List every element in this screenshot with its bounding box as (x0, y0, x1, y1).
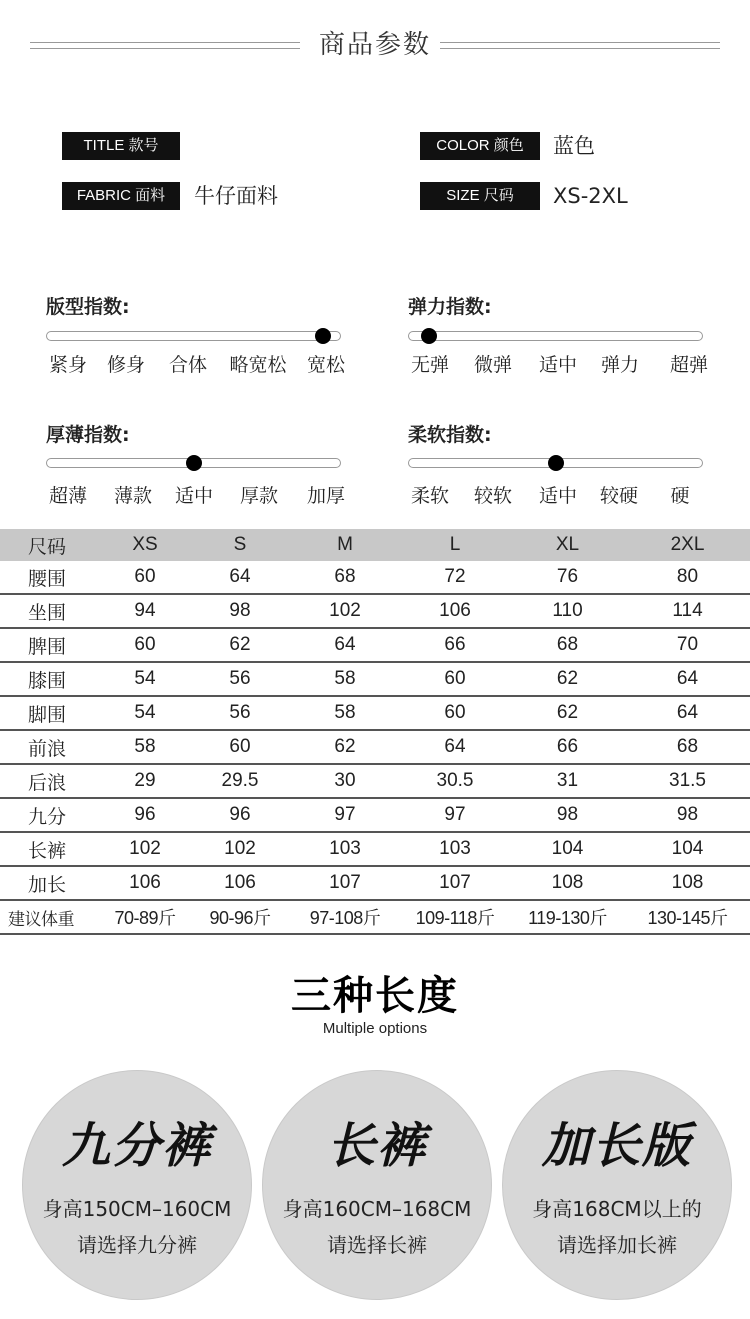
table-row (0, 798, 750, 832)
size-table-header (0, 529, 750, 561)
index-scale-label: 略宽松 (229, 354, 287, 376)
row-label: 九分 (28, 805, 67, 828)
option-height: 身高160CM–168CM (282, 1197, 472, 1221)
index-knob (548, 455, 564, 471)
color-value: 蓝色 (553, 134, 595, 158)
row-label: 脾围 (28, 635, 67, 658)
table-cell: 30 (334, 770, 356, 791)
table-cell: 96 (229, 804, 251, 825)
index-scale-label: 合体 (168, 354, 208, 376)
table-cell: 98 (676, 804, 699, 825)
index-knob (186, 455, 202, 471)
row-label: 建议体重 (8, 909, 74, 930)
option-height: 身高150CM–160CM (42, 1197, 232, 1221)
table-cell: 68 (334, 566, 356, 587)
index-track (408, 331, 703, 341)
table-cell: 64 (676, 668, 699, 689)
index-scale-label: 修身 (106, 354, 146, 376)
row-label: 后浪 (28, 771, 67, 794)
table-cell: 106 (224, 872, 256, 893)
table-cell: 98 (229, 600, 251, 621)
row-label: 坐围 (28, 601, 67, 624)
size-tag: SIZE 尺码 (420, 182, 540, 210)
length-option-cropped (22, 1070, 252, 1300)
table-cell: 60 (229, 736, 251, 757)
row-label: 长裤 (28, 839, 67, 862)
table-cell: 66 (556, 736, 579, 757)
size-col-header: 2XL (670, 534, 705, 555)
table-cell: 64 (229, 566, 251, 587)
table-cell: 114 (672, 600, 703, 621)
table-cell: 60 (444, 702, 466, 723)
table-cell: 60 (134, 566, 156, 587)
index-scale-label: 适中 (174, 485, 214, 507)
index-scale-label: 加厚 (306, 485, 346, 507)
table-cell: 70 (676, 634, 699, 655)
table-cell: 97 (444, 804, 466, 825)
option-hint: 请选择九分裤 (77, 1233, 197, 1257)
table-cell: 108 (551, 872, 584, 893)
table-cell: 54 (134, 668, 156, 689)
table-cell: 64 (444, 736, 466, 757)
row-label: 脚围 (28, 703, 67, 726)
row-label: 腰围 (28, 567, 67, 590)
table-cell: 130-145斤 (647, 908, 728, 928)
index-scale-label: 超薄 (48, 485, 88, 507)
size-col-header: S (233, 534, 247, 555)
index-scale-label: 适中 (538, 485, 578, 507)
table-cell: 70-89斤 (114, 908, 176, 928)
table-cell: 90-96斤 (209, 908, 271, 928)
index-title: 柔软指数: (408, 424, 492, 446)
index-scale-label: 较软 (473, 485, 513, 507)
row-label: 加长 (28, 873, 67, 896)
size-col-label: 尺码 (28, 535, 67, 558)
option-name: 加长版 (541, 1118, 692, 1174)
table-row (0, 730, 750, 764)
size-col-header: M (337, 534, 353, 555)
table-cell: 102 (224, 838, 256, 859)
table-cell: 80 (676, 566, 699, 587)
size-value: XS-2XL (553, 184, 628, 208)
color-tag: COLOR 颜色 (420, 132, 540, 160)
table-cell: 60 (134, 634, 156, 655)
option-name: 长裤 (326, 1118, 427, 1174)
index-title: 弹力指数: (408, 296, 492, 318)
table-cell: 62 (229, 634, 251, 655)
index-scale-label: 微弹 (473, 354, 513, 376)
table-cell: 62 (334, 736, 356, 757)
table-cell: 76 (556, 566, 579, 587)
table-cell: 68 (676, 736, 699, 757)
table-row (0, 866, 750, 900)
table-cell: 103 (439, 838, 471, 859)
table-cell: 97 (334, 804, 356, 825)
index-scale-label: 厚款 (239, 485, 279, 507)
table-cell: 60 (444, 668, 466, 689)
table-cell: 106 (439, 600, 471, 621)
table-cell: 31.5 (669, 770, 706, 791)
table-cell: 58 (334, 668, 356, 689)
index-scale-label: 薄款 (113, 485, 153, 507)
table-row (0, 900, 750, 934)
index-scale-label: 超弹 (669, 354, 709, 376)
header-rule-right (440, 42, 720, 49)
length-option-regular (262, 1070, 492, 1300)
table-cell: 94 (134, 600, 156, 621)
table-cell: 56 (229, 702, 251, 723)
index-scale-label: 较硬 (599, 485, 639, 507)
table-cell: 54 (134, 702, 156, 723)
table-cell: 68 (556, 634, 579, 655)
lengths-subtitle: Multiple options (322, 1020, 428, 1037)
table-cell: 62 (556, 702, 579, 723)
table-cell: 30.5 (436, 770, 474, 791)
table-cell: 104 (551, 838, 584, 859)
table-cell: 106 (129, 872, 161, 893)
table-row (0, 628, 750, 662)
index-scale-label: 弹力 (600, 354, 640, 376)
table-cell: 109-118斤 (415, 908, 495, 928)
table-cell: 102 (329, 600, 361, 621)
table-cell: 102 (129, 838, 161, 859)
index-knob (421, 328, 437, 344)
index-scale-label: 硬 (670, 485, 690, 507)
table-cell: 104 (671, 838, 704, 859)
table-row (0, 561, 750, 594)
length-option-extended (502, 1070, 732, 1300)
table-row (0, 662, 750, 696)
lengths-title: 三种长度 (291, 973, 459, 1019)
table-cell: 64 (676, 702, 699, 723)
table-cell: 72 (444, 566, 466, 587)
option-height: 身高168CM以上的 (532, 1197, 702, 1221)
fabric-value: 牛仔面料 (194, 184, 278, 208)
table-row (0, 594, 750, 628)
index-knob (315, 328, 331, 344)
table-cell: 58 (334, 702, 356, 723)
table-cell: 31 (556, 770, 579, 791)
table-cell: 107 (329, 872, 361, 893)
option-name: 九分裤 (61, 1118, 212, 1174)
size-col-header: XL (555, 534, 580, 555)
table-cell: 58 (134, 736, 156, 757)
size-table (0, 529, 750, 935)
table-cell: 107 (439, 872, 471, 893)
row-label: 膝围 (28, 669, 67, 692)
table-cell: 119-130斤 (528, 908, 607, 928)
index-title: 厚薄指数: (46, 424, 130, 446)
table-cell: 29 (134, 770, 156, 791)
table-row (0, 696, 750, 730)
table-cell: 103 (329, 838, 361, 859)
option-hint: 请选择加长裤 (557, 1233, 677, 1257)
table-cell: 96 (134, 804, 156, 825)
index-scale-label: 柔软 (410, 485, 450, 507)
index-scale-label: 无弹 (410, 354, 450, 376)
size-col-header: XS (132, 534, 158, 555)
table-cell: 98 (556, 804, 579, 825)
table-row (0, 832, 750, 866)
table-cell: 29.5 (221, 770, 259, 791)
table-cell: 66 (444, 634, 466, 655)
row-label: 前浪 (28, 737, 67, 760)
table-cell: 108 (671, 872, 704, 893)
index-title: 版型指数: (46, 296, 130, 318)
page-title: 商品参数 (318, 30, 431, 60)
table-cell: 97-108斤 (309, 908, 381, 928)
title-tag: TITLE 款号 (62, 132, 180, 160)
table-cell: 56 (229, 668, 251, 689)
table-row (0, 764, 750, 798)
size-col-header: L (449, 534, 461, 555)
index-scale-label: 紧身 (48, 354, 88, 376)
index-track (46, 331, 341, 341)
table-cell: 64 (334, 634, 356, 655)
index-scale-label: 宽松 (306, 354, 346, 376)
fabric-tag: FABRIC 面料 (62, 182, 180, 210)
index-scale-label: 适中 (538, 354, 578, 376)
table-cell: 62 (556, 668, 579, 689)
option-hint: 请选择长裤 (327, 1233, 427, 1257)
table-cell: 110 (552, 600, 583, 621)
